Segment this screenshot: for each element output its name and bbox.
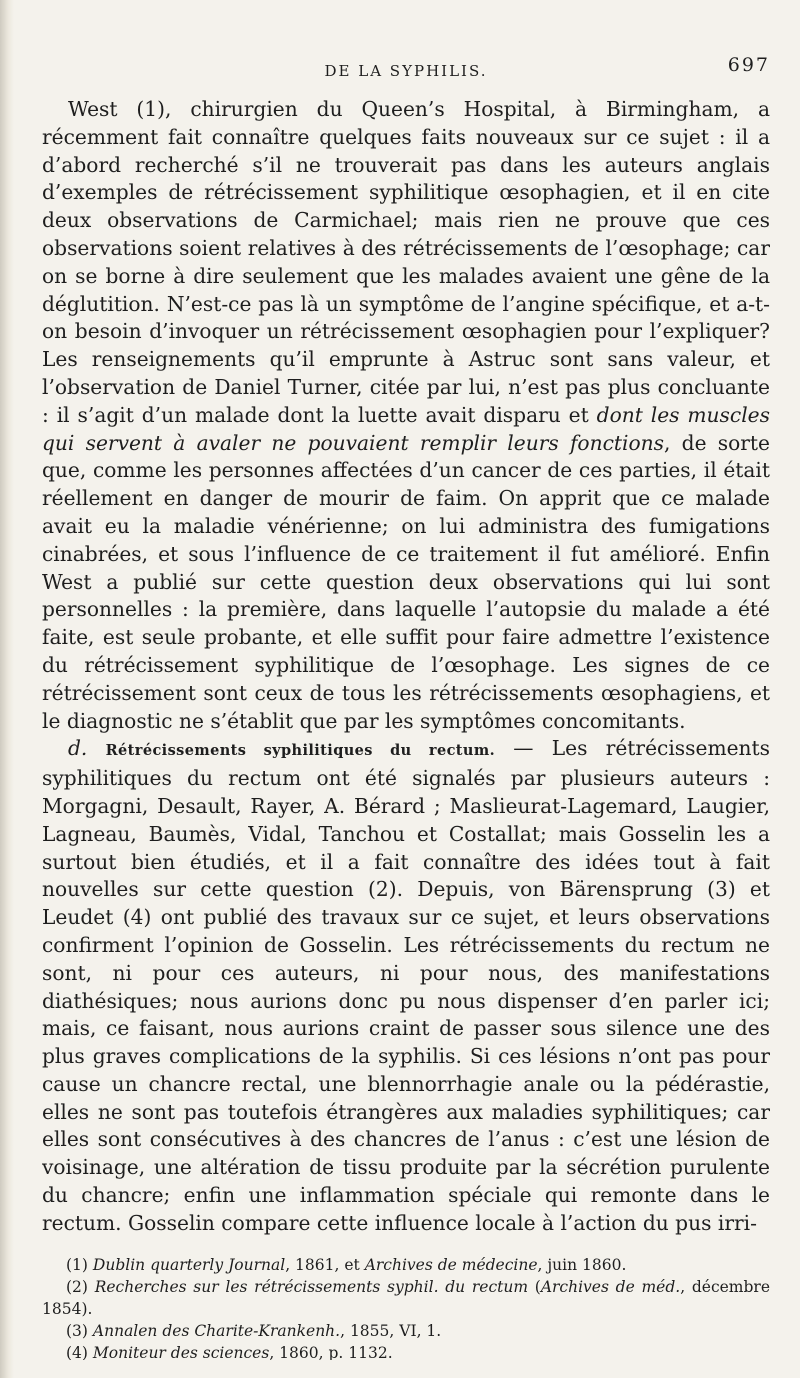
footnote-text: , juin 1860. — [537, 1255, 627, 1274]
paragraph-rectum — [42, 735, 770, 1237]
section-heading: Rétrécissements syphilitiques du rectum. — [105, 742, 496, 760]
paragraph-text: West (1), chirurgien du Queen’s Hospital, à Birmingham, a récemment fait connaître quelques faits nouveaux sur ce sujet : il a d’abord recherché s’il ne trouverait pas dans les auteurs anglais d’exemples de rétrécissement syphilitique œsophagien, et il en cite deux observations de Carmichael; mais rien ne prouve que ces observations soient relatives à des rétrécissements de l’œsophage; car on se borne à dire seulement que les malades avaient une gêne de la déglutition. N’est-ce pas là un symptôme de l’angine spécifique, et a-t-on besoin d’invoquer un rétrécissement œsophagien pour l’expliquer? Les renseignements qu’il emprunte à Astruc sont sans valeur, et l’observation de Daniel Turner, citée par lui, n’est pas plus concluante : il s’agit d’un malade dont la luette avait disparu et — [42, 97, 770, 427]
body-text — [42, 96, 770, 1238]
footnote-mark: (3) — [66, 1321, 88, 1340]
paragraph-text: — Les rétrécissements syphilitiques du rectum ont été signalés par plusieurs auteurs : Morgagni, Desault, Rayer, A. Bérard ; Maslieurat-Lagemard, Laugier, Lagneau, Baumès, Vidal, Tanchou et Costallat; mais Gosselin les a surtout bien étudiés, et il a fait connaître des idées tout à fait nouvelles sur cette question (2). Depuis, von Bärensprung (3) et Leudet (4) ont publié des travaux sur ce sujet, et leurs observations confirment l’opinion de Gosselin. Les rétrécissements du rectum ne sont, ni pour ces auteurs, ni pour nous, des manifestations diathésiques; nous aurions donc pu nous dispenser d’en parler ici; mais, ce faisant, nous aurions craint de passer sous silence une des plus graves complications de la syphilis. Si ces lésions n’ont pas pour cause un chancre rectal, une blennorrhagie anale ou la pédérastie, elles ne sont pas toutefois étrangères aux maladies syphilitiques; car elles sont consécutives à des chancres de l’anus : c’est une lésion de voisinage, une altération de tissu produite par la sécrétion purulente du chancre; enfin une inflammation spéciale qui remonte dans le rectum. Gosselin compare cette influence locale à l’action du pus irri- — [42, 736, 770, 1235]
footnote-mark: (2) — [66, 1277, 88, 1296]
footnote-source: Dublin quarterly Journal — [92, 1255, 286, 1274]
running-title: DE LA SYPHILIS. — [324, 62, 488, 80]
footnote-mark: (4) — [66, 1343, 88, 1360]
footnote-mark: (1) — [66, 1255, 88, 1274]
footnote — [42, 1254, 770, 1276]
footnote-source: Annalen des Charite-Krankenh. — [92, 1321, 341, 1340]
footnote-text: , décembre 1854). — [42, 1277, 770, 1318]
footnote-text: , 1861, et — [285, 1255, 365, 1274]
footnote-text: , 1860, p. 1132. — [269, 1343, 393, 1360]
section-label: d. — [68, 736, 88, 761]
italic-quote: dont les muscles qui servent à avaler ne pouvaient remplir leurs fonctions — [42, 402, 770, 455]
footnote — [42, 1276, 770, 1320]
footnote-text: , 1855, VI, 1. — [340, 1321, 442, 1340]
footnote-source: Archives de méd. — [540, 1277, 681, 1296]
book-page — [42, 40, 770, 1360]
footnote — [42, 1320, 770, 1342]
footnote — [42, 1342, 770, 1360]
paragraph-west — [42, 96, 770, 735]
footnote-source: Recherches sur les rétrécissements syphil. du rectum — [94, 1277, 529, 1296]
page-binding-shadow — [0, 0, 14, 1378]
page-number: 697 — [727, 54, 770, 76]
footnote-source: Moniteur des sciences — [92, 1343, 270, 1360]
paragraph-text: , de sorte que, comme les personnes affectées d’un cancer de ces parties, il était réellement en danger de mourir de faim. On apprit que ce malade avait eu la maladie vénérienne; on lui administra des fumigations cinabrées, et sous l’influence de ce traitement il fut amélioré. Enfin West a publié sur cette question deux observations qui lui sont personnelles : la première, dans laquelle l’autopsie du malade a été faite, est seule probante, et elle suffit pour faire admettre l’existence du rétrécissement syphilitique de l’œsophage. Les signes de ce rétrécissement sont ceux de tous les rétrécissements œsophagiens, et le diagnostic ne s’établit que par les symptômes concomitants. — [42, 430, 770, 733]
footnotes — [42, 1254, 770, 1360]
footnote-text: ( — [528, 1277, 541, 1296]
running-head — [42, 40, 770, 80]
footnote-source: Archives de médecine — [364, 1255, 538, 1274]
